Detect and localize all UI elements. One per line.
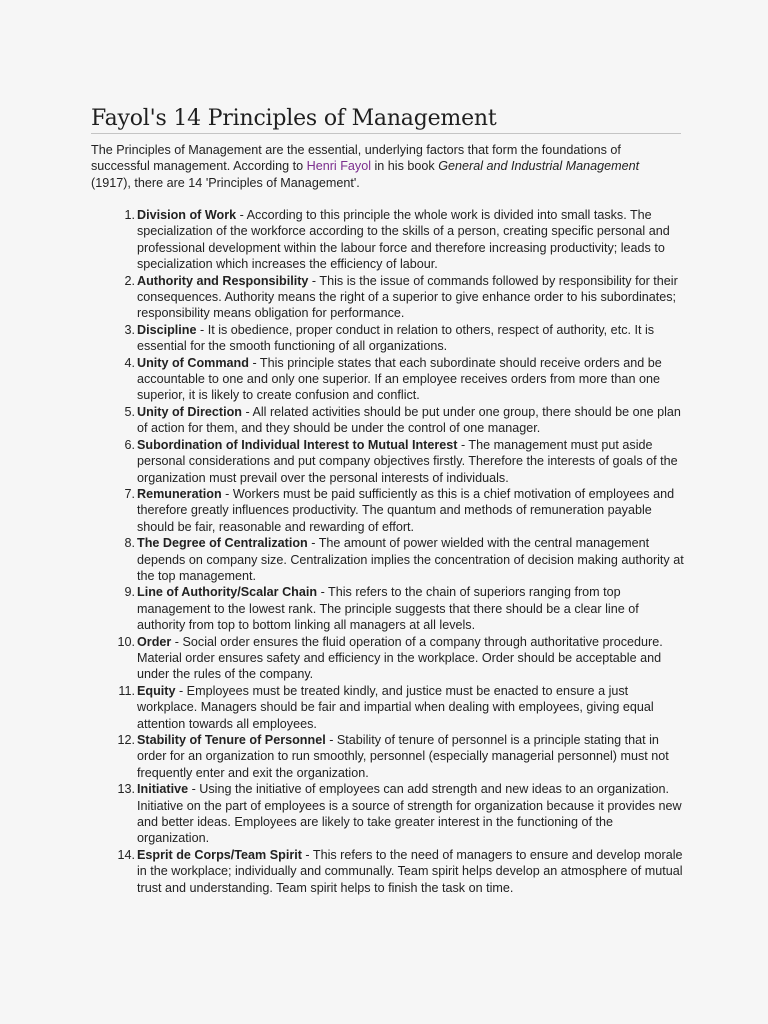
principle-item xyxy=(91,437,686,486)
principle-number: 10. xyxy=(117,634,135,649)
principle-heading: Authority and Responsibility xyxy=(137,273,309,288)
principle-description: - Employees must be treated kindly, and justice must be enacted to ensure a just workplace. Managers should be fair and impartial when dealing with employees, giving equal attention towards all employees. xyxy=(137,683,654,731)
principle-description: - Workers must be paid sufficiently as this is a chief motivation of employees and therefore greatly influences productivity. The quantum and methods of remuneration payable should be fair, reasonable and rewarding of effort. xyxy=(137,486,675,534)
principle-description: - Using the initiative of employees can add strength and new ideas to an organization. Initiative on the part of employees is a source of strength for organization because it provides new and better ideas. Employees are likely to take greater interest in the functioning of the organization. xyxy=(137,782,682,846)
principle-item xyxy=(91,732,686,781)
principle-description: - Stability of tenure of personnel is a principle stating that in order for an organization to run smoothly, personnel (especially managerial personnel) must not frequently enter and exit the organization. xyxy=(137,733,669,780)
principle-heading: Line of Authority/Scalar Chain xyxy=(137,585,318,600)
principle-number: 13. xyxy=(117,782,135,797)
principle-description: - This principle states that each subordinate should receive orders and be accountable to one and only one superior. If an employee receives orders from more than one superior, it is likely to create confusion and conflict. xyxy=(137,355,662,403)
principle-item xyxy=(91,683,686,732)
principle-description: - This refers to the need of managers to ensure and develop morale in the workplace; individually and communally. Team spirit helps develop an atmosphere of mutual trust and understanding. Team spirit helps to finish the task on time. xyxy=(137,847,683,895)
principle-number: 4. xyxy=(124,355,135,370)
principle-heading: Subordination of Individual Interest to Mutual Interest xyxy=(137,437,458,452)
principle-heading: Discipline xyxy=(137,322,197,337)
principle-heading: Remuneration xyxy=(137,486,222,501)
principle-number: 8. xyxy=(124,536,135,551)
henri-fayol-link[interactable]: Henri Fayol xyxy=(306,159,371,174)
principle-description: - All related activities should be put under one group, there should be one plan of action for them, and they should be under the control of one manager. xyxy=(137,404,681,436)
principle-description: - The management must put aside personal considerations and put company objectives firstly. Therefore the interests of goals of the organization must prevail over the personal interests of individuals. xyxy=(137,437,678,485)
intro-text: in his book xyxy=(371,159,439,174)
principle-heading: Unity of Direction xyxy=(137,404,242,419)
principle-description: - This refers to the chain of superiors ranging from top management to the lowest rank. The principle suggests that there should be a clear line of authority from top to bottom linking all managers at all levels. xyxy=(137,585,639,633)
principle-item xyxy=(91,584,686,633)
principle-description: - Social order ensures the fluid operation of a company through authoritative procedure. Material order ensures safety and efficiency in the workplace. Order should be acceptable and under the rules of the company. xyxy=(137,634,663,682)
principle-number: 12. xyxy=(117,733,135,747)
principle-item xyxy=(91,404,686,437)
intro-text: The Principles of Management are the essential, underlying factors that form the foundations of successful management. According to xyxy=(91,143,621,174)
intro-paragraph xyxy=(91,142,681,191)
principle-number: 5. xyxy=(124,404,135,419)
page-title: Fayol's 14 Principles of Management xyxy=(91,106,681,134)
principle-description: - This is the issue of commands followed by responsibility for their consequences. Authority means the right of a superior to give enhance order to his subordinates; responsibility means obligation for performance. xyxy=(137,273,678,321)
principle-heading: Esprit de Corps/Team Spirit xyxy=(137,847,302,862)
principle-heading: Unity of Command xyxy=(137,355,249,370)
principles-list xyxy=(91,207,686,896)
principle-number: 6. xyxy=(124,437,135,452)
principle-description: - It is obedience, proper conduct in relation to others, respect of authority, etc. It is essential for the smooth functioning of all organizations. xyxy=(137,322,655,354)
principle-number: 14. xyxy=(117,847,135,862)
principle-heading: Order xyxy=(137,634,172,649)
principle-number: 2. xyxy=(124,273,135,288)
principle-heading: Stability of Tenure of Personnel xyxy=(137,733,326,747)
principle-description: - The amount of power wielded with the central management depends on company size. Centralization implies the concentration of decision making authority at the top management. xyxy=(137,536,684,583)
principle-item xyxy=(91,355,686,404)
principle-item xyxy=(91,322,686,355)
principle-item xyxy=(91,486,686,535)
principle-description: - According to this principle the whole work is divided into small tasks. The specialization of the workforce according to the skills of a person, creating specific personal and professional development within the labour force and therefore increasing productivity; leads to specialization which increases the efficiency of labour. xyxy=(137,208,670,272)
principle-heading: The Degree of Centralization xyxy=(137,536,308,551)
principle-item xyxy=(91,634,686,683)
principle-item xyxy=(91,847,686,896)
principle-heading: Equity xyxy=(137,683,176,698)
principle-item xyxy=(91,273,686,322)
principle-heading: Division of Work xyxy=(137,208,237,222)
principle-item xyxy=(91,781,686,847)
principle-item xyxy=(91,207,686,273)
principle-number: 9. xyxy=(124,585,135,600)
book-title: General and Industrial Management xyxy=(438,159,640,174)
principle-item xyxy=(91,535,686,584)
principle-number: 11. xyxy=(118,683,135,698)
principle-heading: Initiative xyxy=(137,782,189,797)
intro-text: (1917), there are 14 'Principles of Management'. xyxy=(91,175,360,190)
principle-number: 7. xyxy=(124,486,135,501)
principle-number: 3. xyxy=(124,322,135,337)
principle-number: 1. xyxy=(124,208,135,222)
